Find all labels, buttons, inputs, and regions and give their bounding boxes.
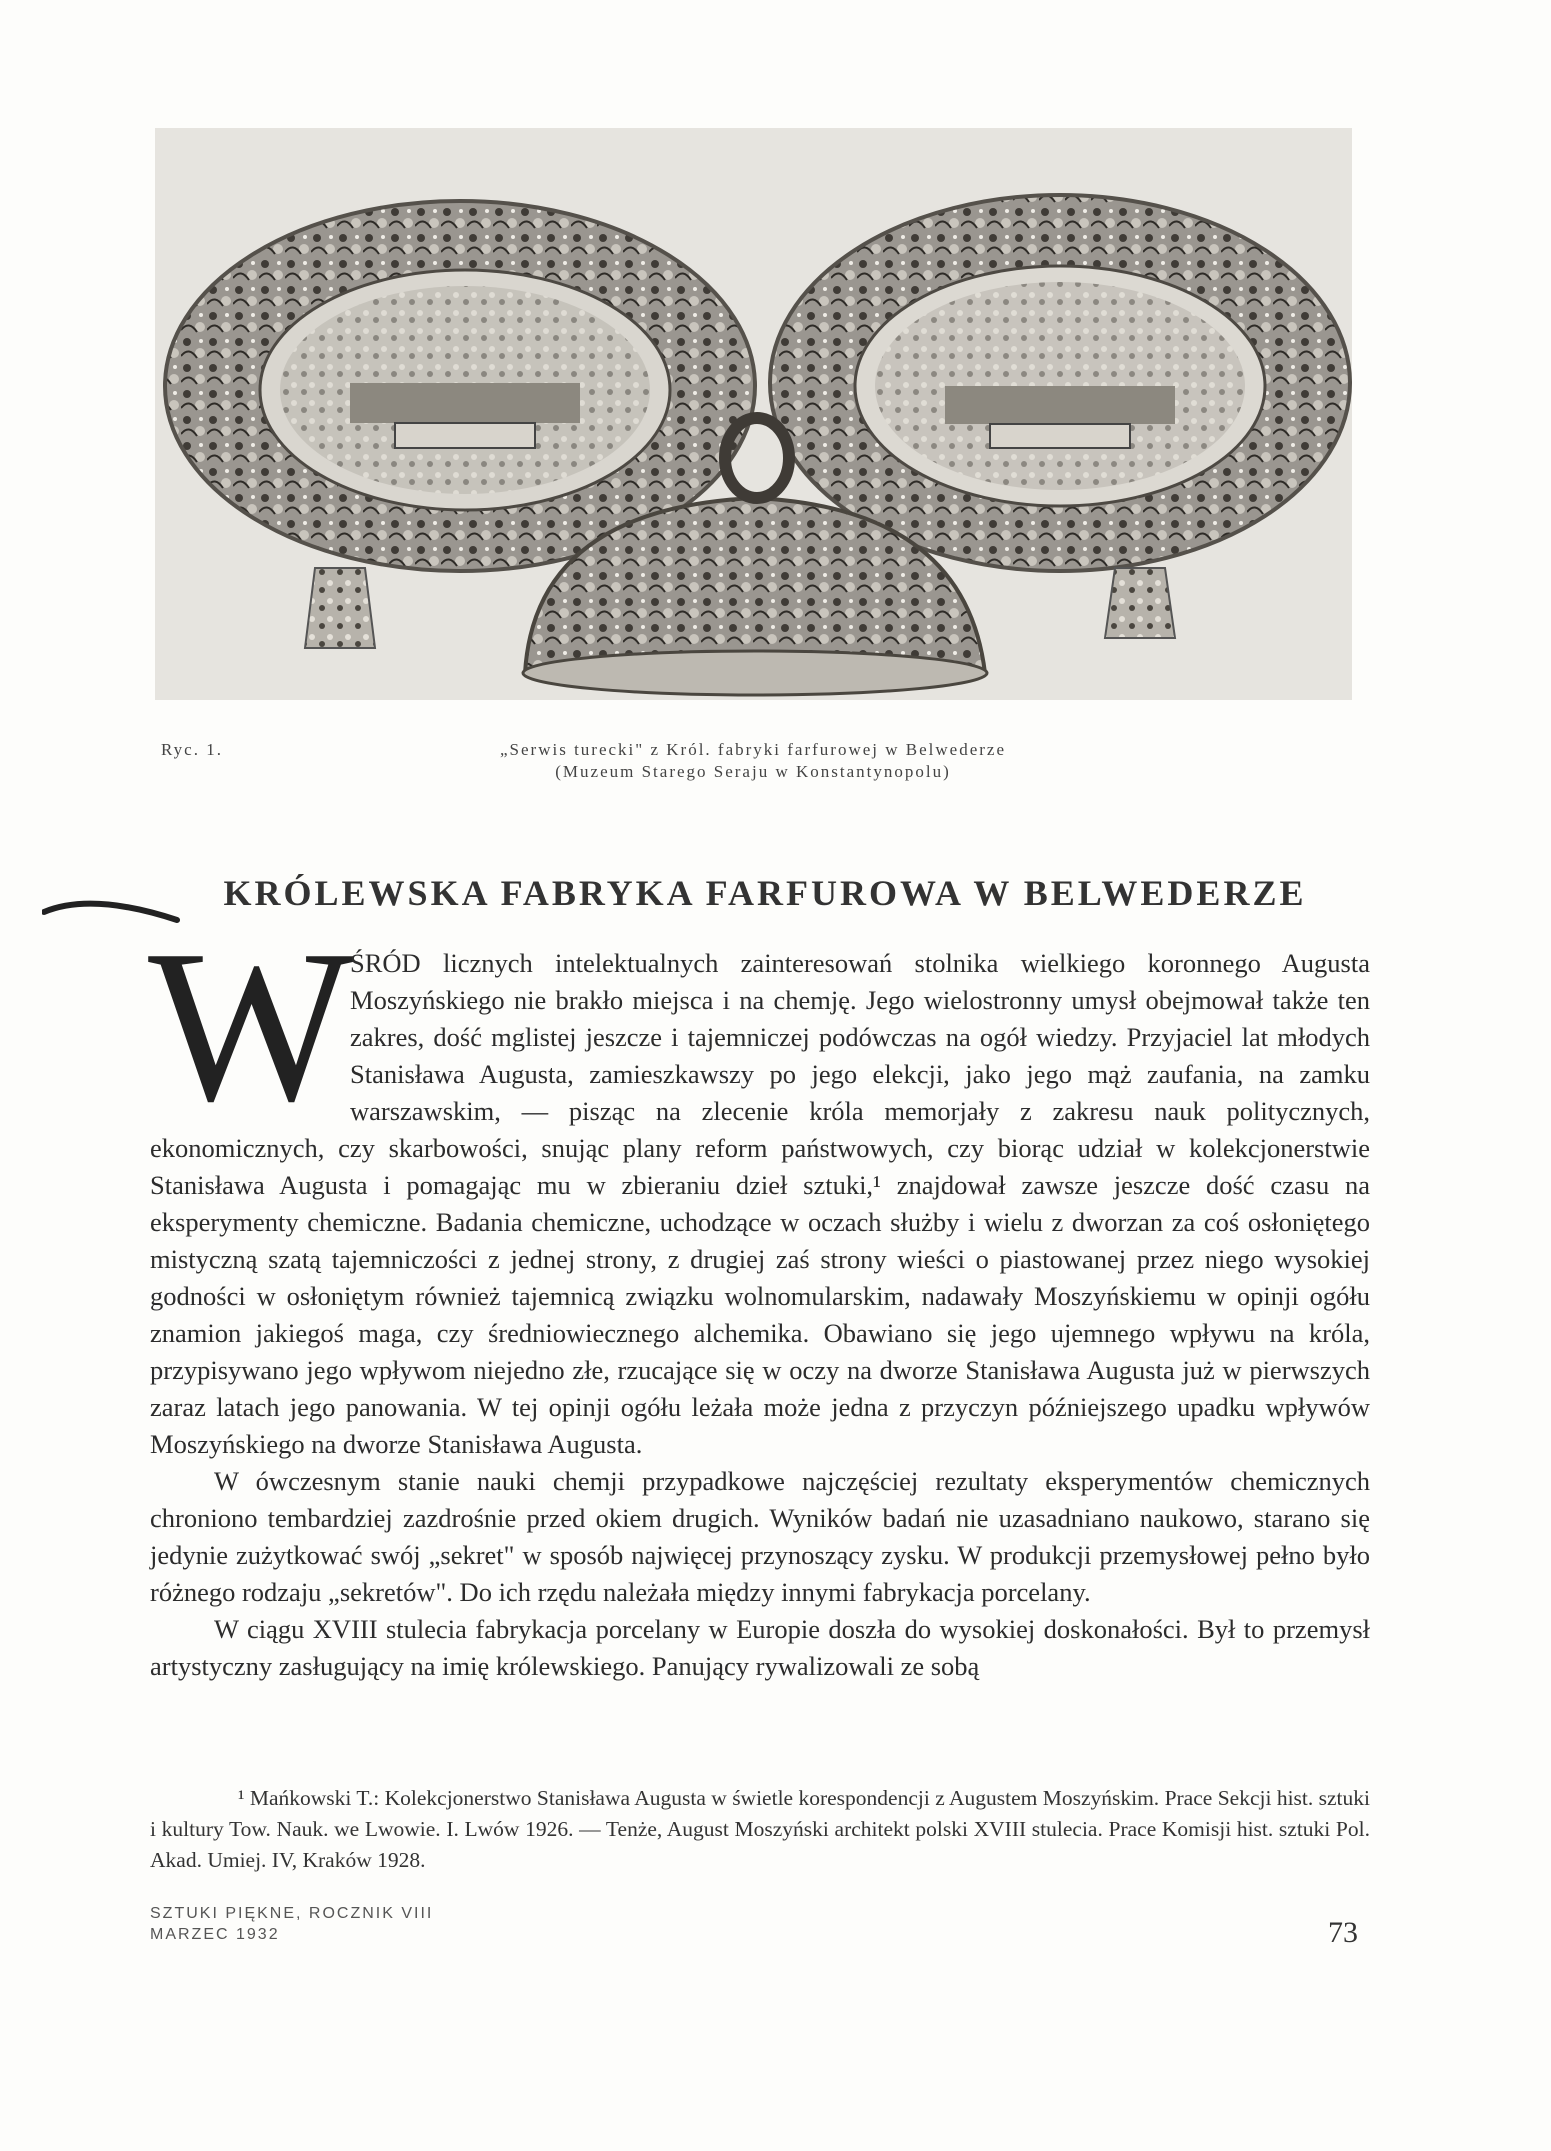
journal-info [150,1903,433,1945]
article-body [150,945,1370,1685]
caption-line-1: „Serwis turecki" z Król. fabryki farfurowej w Belwederze [500,740,1006,759]
caption-line-2: (Muzeum Starego Seraju w Konstantynopolu) [555,762,951,781]
journal-date: MARZEC 1932 [150,1926,280,1943]
footnote-text: ¹ Mańkowski T.: Kolekcjonerstwo Stanisława Augusta w świetle korespondencji z Augustem Moszyńskim. Prace Sekcji hist. sztuki i kultury Tow. Nauk. we Lwowie. I. Lwów 1926. — Tenże, August Moszyński architekt polski XVIII stulecia. Prace Komisji hist. sztuki Pol. Akad. Umiej. IV, Kraków 1928. [150,1786,1370,1872]
drop-cap-spacer [150,945,350,1125]
drop-cap: W [148,906,354,1147]
footnote [150,1783,1370,1876]
paragraph-3: W ciągu XVIII stulecia fabrykacja porcelany w Europie doszła do wysokiej doskonałości. Był to przemysł artystyczny zasługujący na imię królewskiego. Panujący rywalizowali ze sobą [150,1614,1370,1681]
article-title: KRÓLEWSKA FABRYKA FARFUROWA W BELWEDERZE [223,873,1307,913]
journal-title: SZTUKI PIĘKNE, ROCZNIK VIII [150,1905,434,1922]
paragraph-2: W ówczesnym stanie nauki chemji przypadkowe najczęściej rezultaty eksperymentów chemicznych chroniono tembardziej zazdrośnie przed okiem drugich. Wyników badań nie uzasadniano naukowo, starano się jedynie zużytkować swój „sekret" w sposób najwięcej przynoszący zysku. W produkcji przemysłowej pełno było różnego rodzaju „sekretów". Do ich rzędu należała między innymi fabrykacja porcelany. [150,1466,1370,1607]
caption-label: Ryc. 1. [161,740,223,759]
paragraph-1: ŚRÓD licznych intelektualnych zainteresowań stolnika wielkiego koronnego Augusta Moszyńskiego nie brakło miejsca i na chemję. Jego wielostronny umysł obejmował także ten zakres, dość mglistej jeszcze i tajemniczej podówczas na ogół wiedzy. Przyjaciel lat młodych Stanisława Augusta, zamieszkawszy po jego elekcji, jako jego mąż zaufania, na zamku warszawskim, — pisząc na zlecenie króla memorjały z zakresu nauk politycznych, ekonomicznych, czy skarbowości, snując plany reform państwowych, czy biorąc udział w kolekcjonerstwie Stanisława Augusta i pomagając mu w zbieraniu dzieł sztuki,¹ znajdował zawsze jeszcze dość czasu na eksperymenty chemiczne. Badania chemiczne, uchodzące w oczach służby i wielu z dworzan za coś osłoniętego mistyczną szatą tajemniczości z jednej strony, z drugiej zaś strony wieści o piastowanej przez niego wysokiej godności w osłoniętym również tajemnicą związku wolnomularskim, nadawały Moszyńskiemu w opinji ogółu znamion jakiegoś maga, czy średniowiecznego alchemika. Obawiano się jego ujemnego wpływu na króla, przypisywano jego wpływom niejedno złe, rzucające się w oczy na dworze Stanisława Augusta już w pierwszych zaraz latach jego panowania. W tej opinji ogółu leżała może jedna z przyczyn późniejszego upadku wpływów Moszyńskiego na dworze Stanisława Augusta. [150,948,1370,1459]
figure-photo [155,128,1352,700]
page-number: 73 [1328,1916,1358,1949]
porcelain-platters-image [155,128,1352,700]
